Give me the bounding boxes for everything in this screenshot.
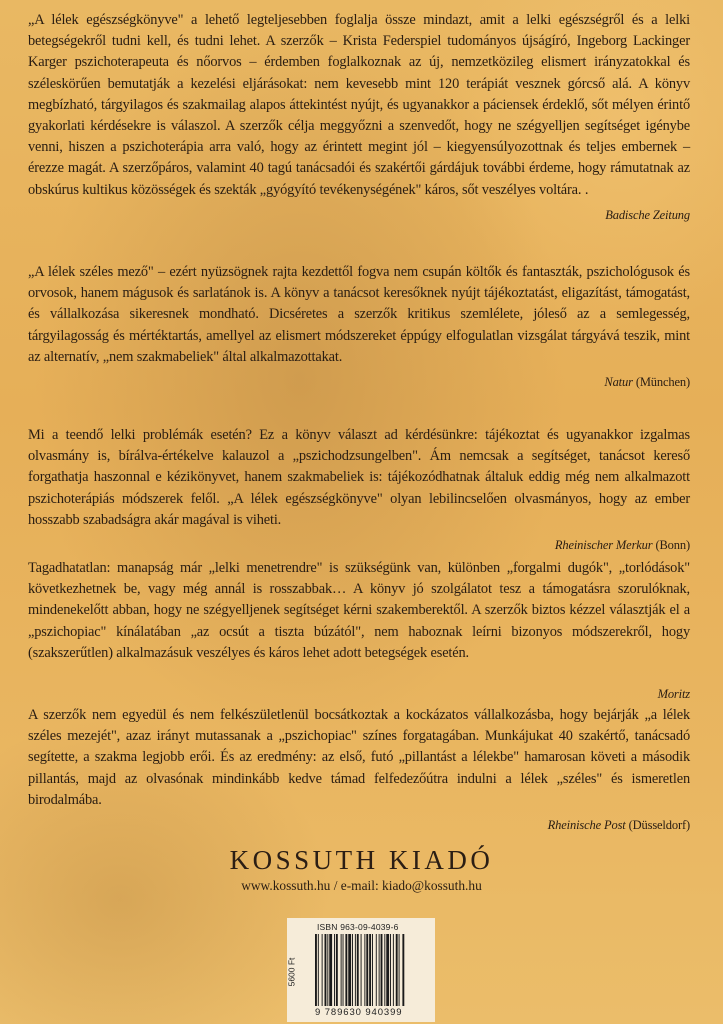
source-name: Natur <box>604 375 633 390</box>
barcode-bar <box>369 934 371 1006</box>
barcode-bar <box>396 934 398 1006</box>
barcode-bar <box>402 934 404 1006</box>
review-source <box>28 535 690 556</box>
review-rheinischer-merkur <box>28 425 690 556</box>
barcode-digits: 9 789630 940399 <box>315 1007 403 1018</box>
barcode-bar <box>325 934 327 1006</box>
source-name: Badische Zeitung <box>605 207 690 222</box>
barcode-bar <box>355 934 356 1006</box>
source-name: Rheinische Post <box>547 818 626 833</box>
review-badische-zeitung <box>28 10 690 226</box>
barcode-bar <box>315 934 317 1006</box>
review-text: Mi a teendő lelki problémák esetén? Ez a könyv választ ad kérdésünkre: tájékoztat és ugyanakkor izgalmas olvasmány is, bírálva-értékelve kalauzol a „pszichodzsungelben". Ám nemcsak a segítséget, tanácsot kereső forgathatja haszonnal e kézikönyvet, hanem szakmabeliek is: tájékozódhatnak általuk eddig még nem alkalmazott pszichoterápiás módszerek felől. „A lélek egészségkönyve" olyan lebilincselően olvasmányos, hogy az ember hosszabb szabadságra akár magával is viheti. <box>28 427 690 528</box>
publisher-block <box>0 845 723 894</box>
barcode-bar <box>334 934 335 1006</box>
source-name: Moritz <box>657 687 690 702</box>
barcode-bar <box>384 934 385 1006</box>
review-source <box>28 815 690 836</box>
barcode-bar <box>381 934 383 1006</box>
barcode-bar <box>341 934 342 1006</box>
review-text: Tagadhatatlan: manapság már „lelki menetrendre" is szükségünk van, különben „forgalmi dugók", „torlódások" következhetnek be, vagy még annál is rosszabbak… A könyv jó szolgálatot tesz a támogatásra szorulóknak, mindenekelőtt abban, hogy ne szégyelljenek segítséget kérni szakemberektől. A szerzők biztos kézzel választják el a „pszichopiac" kínálatában „az ocsút a tiszta búzától", nem haboznak leírni bizonyos módszerekről, hogy (szakszerűtlen) alkalmazásuk veszélyes és káros lehet adott betegségek esetén. <box>28 560 690 661</box>
publisher-name: KOSSUTH KIADÓ <box>229 845 494 875</box>
source-name: Rheinischer Merkur <box>554 538 653 553</box>
price-text: 5600 Ft <box>286 957 297 987</box>
barcode-bar <box>357 934 359 1006</box>
barcode-label <box>287 918 435 1022</box>
publisher-contact: www.kossuth.hu / e-mail: kiado@kossuth.hu <box>241 878 482 893</box>
barcode-bar <box>386 934 389 1006</box>
barcode-bar <box>372 934 373 1006</box>
barcode-bar <box>361 934 362 1006</box>
source-city: (Düsseldorf) <box>628 818 690 833</box>
barcode-bar <box>348 934 351 1006</box>
isbn-text: ISBN 963-09-4039-6 <box>317 922 399 932</box>
barcode-bar <box>364 934 365 1006</box>
barcode-bar <box>379 934 380 1006</box>
barcode-bar <box>393 934 394 1006</box>
barcode-bar <box>390 934 391 1006</box>
barcode-bar <box>343 934 344 1006</box>
barcode-bar <box>345 934 347 1006</box>
review-text: A szerzők nem egyedül és nem felkészületlenül bocsátkoztak a kockázatos vállalkozásba, hogy bejárják „a lélek széles mezejét", azaz irányt mutassanak a „pszichopiac" színes forgatagában. Munkájukat 40 szakértő, tanácsadó segítette, a szakma legjobb erői. És az eredmény: az első, futó „pillantást a lélekbe" hamarosan követi a második pillantás, majd az olvasónak mindinkább kedve támad felfedezőútra indulni a lélek „széles" és ismeretlen birodalmába. <box>28 707 690 808</box>
review-natur <box>28 262 690 393</box>
review-text: „A lélek egészségkönyve" a lehető legteljesebben foglalja össze mindazt, amit a lelki egészségről és a lelki betegségekről tudni kell, és tudni lehet. A szerzők – Krista Federspiel tudományos újságíró, Ingeborg Lackinger Karger pszichoterapeuta és nőorvos – érdemben foglalkoznak az új, nemzetközileg elismert irányzatokkal és széleskörűen bemutatják a kezelési eljárásokat: nem kevesebb mint 120 terápiát vesznek górcső alá. A könyv megbízható, tárgyilagos és szakmailag alapos áttekintést nyújt, és ugyanakkor a páciensek érdeklő, sőt mélyen érintő gyakorlati kérdésekre is válaszol. A szerzők célja meggyőzni a szenvedőt, hogy ne szégyelljen segítséget igénybe venni, hiszen a pszichoterápia arra való, hogy az érintett megint jól – kiegyensúlyozottnak és teljes embernek – érezze magát. A szerzőpáros, valamint 40 tagú tanácsadói és szakértői gárdájuk további érdeme, hogy rámutatnak az obskúrus kultikus közösségek és szekták „gyógyító tevékenységének" káros, sőt veszélyes voltára. . <box>28 12 690 198</box>
barcode-bar <box>352 934 353 1006</box>
source-city: (München) <box>635 375 690 390</box>
review-moritz <box>28 558 690 705</box>
barcode-bar <box>318 934 319 1006</box>
price-tag <box>286 953 303 993</box>
barcode-bar <box>327 934 328 1006</box>
barcode-bar <box>336 934 338 1006</box>
barcode-bar <box>366 934 368 1006</box>
review-source <box>28 372 690 393</box>
barcode-bar <box>329 934 332 1006</box>
review-rheinische-post <box>28 705 690 836</box>
review-source <box>28 684 690 705</box>
barcode-bar <box>376 934 377 1006</box>
review-text: „A lélek széles mező" – ezért nyüzsögnek rajta kezdettől fogva nem csupán költők és fantaszták, pszichológusok és orvosok, hanem mágusok és sarlatánok is. A könyv a tanácsot keresőknek nyújt tájékoztatást, eligazítást, támogatást, és vállalkozása sikeresnek mondható. Dicséretes a szerzők kritikus szemlélete, jóleső az a semlegesség, tárgyilagosság és mértéktartás, amellyel az elismert módszereket éppúgy elfogulatlan vizsgálat tárgyává teszik, mint az alternatív, „nem szakmabeliek" által alkalmazottakat. <box>28 264 690 365</box>
barcode-bars <box>315 934 429 1006</box>
barcode-bar <box>399 934 400 1006</box>
source-city: (Bonn) <box>655 538 690 553</box>
barcode-bar <box>322 934 323 1006</box>
review-source <box>28 205 690 226</box>
